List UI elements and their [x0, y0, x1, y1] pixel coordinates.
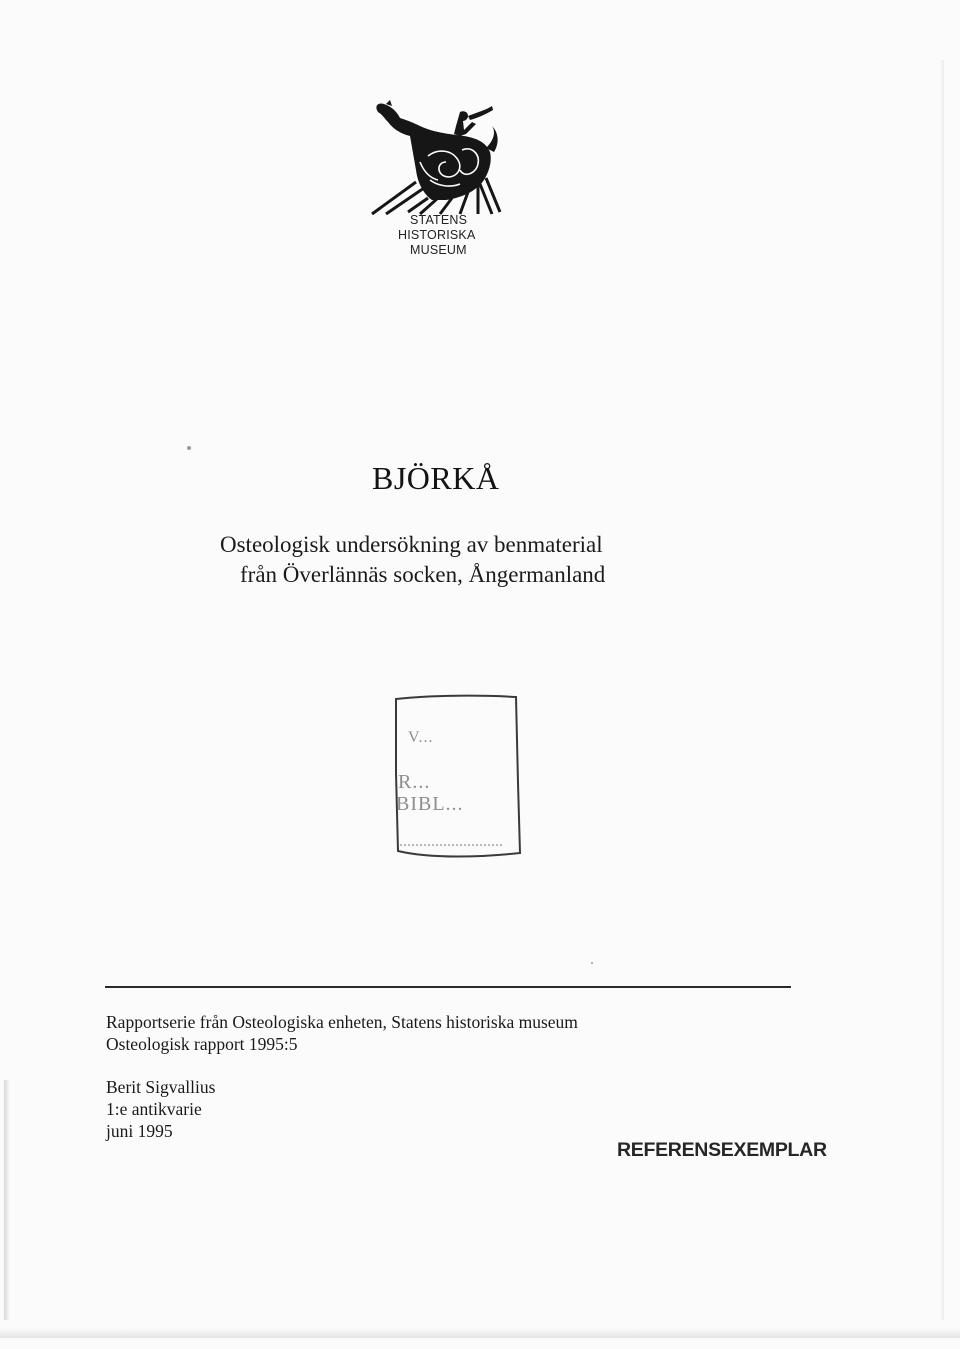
horse-and-rider-logo — [368, 100, 518, 215]
scan-edge-bottom — [0, 1328, 960, 1338]
museum-name-line-2: HISTORISKA — [398, 228, 476, 242]
document-subtitle-line-1: Osteologisk undersökning av benmaterial — [220, 532, 603, 557]
scan-speck — [591, 962, 593, 964]
author-name: Berit Sigvallius — [106, 1077, 216, 1097]
document-subtitle-line-2: från Överlännäs socken, Ångermanland — [240, 562, 606, 587]
author-title: 1:e antikvarie — [106, 1099, 202, 1119]
stamp-text-line-2: R... — [398, 771, 431, 793]
report-date: juni 1995 — [106, 1121, 173, 1141]
museum-name-line-1: STATENS — [410, 213, 468, 227]
reference-copy-stamp: REFERENSEXEMPLAR — [617, 1139, 827, 1161]
stamp-text-line-3: BIBL... — [396, 793, 464, 815]
stamp-text-line-1: V... — [408, 729, 434, 746]
scan-edge-left — [4, 1080, 10, 1320]
scan-speck — [187, 446, 191, 450]
museum-name — [398, 213, 518, 258]
document-title: BJÖRKÅ — [372, 460, 500, 496]
scan-edge-right — [940, 60, 944, 1320]
library-stamp — [392, 693, 522, 860]
horizontal-rule — [105, 986, 791, 988]
report-number: Osteologisk rapport 1995:5 — [106, 1034, 298, 1054]
report-series: Rapportserie från Osteologiska enheten, Statens historiska museum — [106, 1012, 578, 1032]
museum-name-line-3: MUSEUM — [410, 243, 467, 257]
